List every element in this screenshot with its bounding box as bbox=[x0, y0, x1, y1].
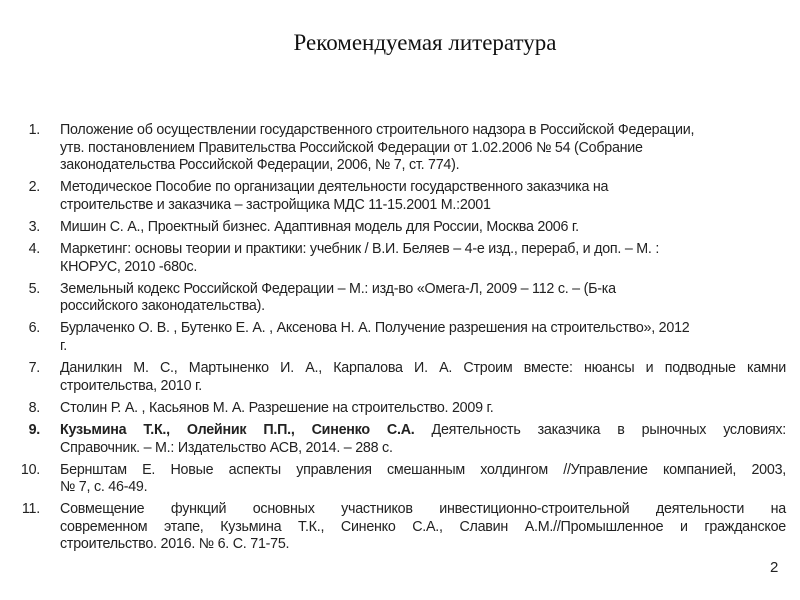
reference-list bbox=[14, 122, 786, 559]
item-line: строительства, 2010 г. bbox=[60, 377, 202, 394]
item-line: КНОРУС, 2010 -680с. bbox=[60, 258, 198, 275]
item-line: Методическое Пособие по организации деятельности государственного заказчика на bbox=[60, 179, 609, 196]
item-number: 2. bbox=[28, 179, 40, 196]
item-line: Данилкин М. С., Мартыненко И. А., Карпалова И. А. Строим вместе: нюансы и подводные камни bbox=[60, 360, 786, 377]
reference-item bbox=[14, 501, 786, 554]
item-line: г. bbox=[60, 338, 67, 355]
item-line bbox=[60, 422, 786, 440]
item-line: строительстве и заказчика – застройщика МДС 11-15.2001 М.:2001 bbox=[60, 196, 491, 213]
reference-item bbox=[14, 400, 786, 418]
item-line: современном этапе, Кузьмина Т.К., Синенко С.А., Славин А.М.//Промышленное и гражданское bbox=[60, 518, 786, 535]
item-number: 8. bbox=[28, 399, 40, 416]
reference-item bbox=[14, 462, 786, 497]
item-number: 4. bbox=[28, 241, 40, 258]
item-line: Мишин С. А., Проектный бизнес. Адаптивная модель для России, Москва 2006 г. bbox=[60, 218, 579, 235]
item-number: 11. bbox=[21, 501, 40, 518]
item-line: Столин Р. А. , Касьянов М. А. Разрешение на строительство. 2009 г. bbox=[60, 399, 494, 416]
page-number: 2 bbox=[770, 559, 779, 576]
reference-item bbox=[14, 281, 786, 316]
reference-item bbox=[14, 360, 786, 395]
item-line: Бернштам Е. Новые аспекты управления смешанным холдингом //Управление компанией, 2003, bbox=[60, 461, 786, 478]
reference-item bbox=[14, 219, 786, 237]
item-line: Совмещение функций основных участников инвестиционно-строительной деятельности на bbox=[60, 501, 786, 518]
item-line: № 7, с. 46-49. bbox=[60, 479, 148, 496]
item-number: 1. bbox=[28, 122, 40, 138]
item-line: российского законодательства). bbox=[60, 298, 265, 315]
reference-item bbox=[14, 179, 786, 214]
item-line: законодательства Российской Федерации, 2006, № 7, ст. 774). bbox=[60, 157, 460, 174]
item-authors: Кузьмина Т.К., Олейник П.П., Синенко С.А. bbox=[60, 421, 415, 438]
item-text: Деятельность заказчика в рыночных условиях: bbox=[431, 421, 786, 438]
slide-title: Рекомендуемая литература bbox=[293, 30, 557, 55]
item-number: 10. bbox=[20, 461, 40, 478]
item-line: утв. постановлением Правительства Российской Федерации от 1.02.2006 № 54 (Собрание bbox=[60, 139, 643, 156]
item-line: Бурлаченко О. В. , Бутенко Е. А. , Аксенова Н. А. Получение разрешения на строительство», 2012 bbox=[60, 320, 690, 337]
reference-item bbox=[14, 241, 786, 276]
item-number: 5. bbox=[28, 280, 40, 297]
reference-item bbox=[14, 320, 786, 355]
item-number: 7. bbox=[28, 360, 40, 377]
item-number: 9. bbox=[28, 421, 40, 438]
reference-item bbox=[14, 422, 786, 457]
item-number: 3. bbox=[28, 218, 40, 235]
reference-item bbox=[14, 122, 786, 175]
item-number: 6. bbox=[28, 320, 40, 337]
item-line: Земельный кодекс Российской Федерации – М.: изд-во «Омега-Л, 2009 – 112 с. – (Б-ка bbox=[60, 280, 616, 297]
item-line: Маркетинг: основы теории и практики: учебник / В.И. Беляев – 4-е изд., перераб, и доп. – М. : bbox=[60, 241, 660, 258]
item-line: Справочник. – М.: Издательство АСВ, 2014. – 288 с. bbox=[60, 439, 393, 456]
item-line: Положение об осуществлении государственного строительного надзора в Российской Федерации, bbox=[60, 122, 695, 138]
item-line: строительство. 2016. № 6. С. 71-75. bbox=[60, 536, 290, 553]
